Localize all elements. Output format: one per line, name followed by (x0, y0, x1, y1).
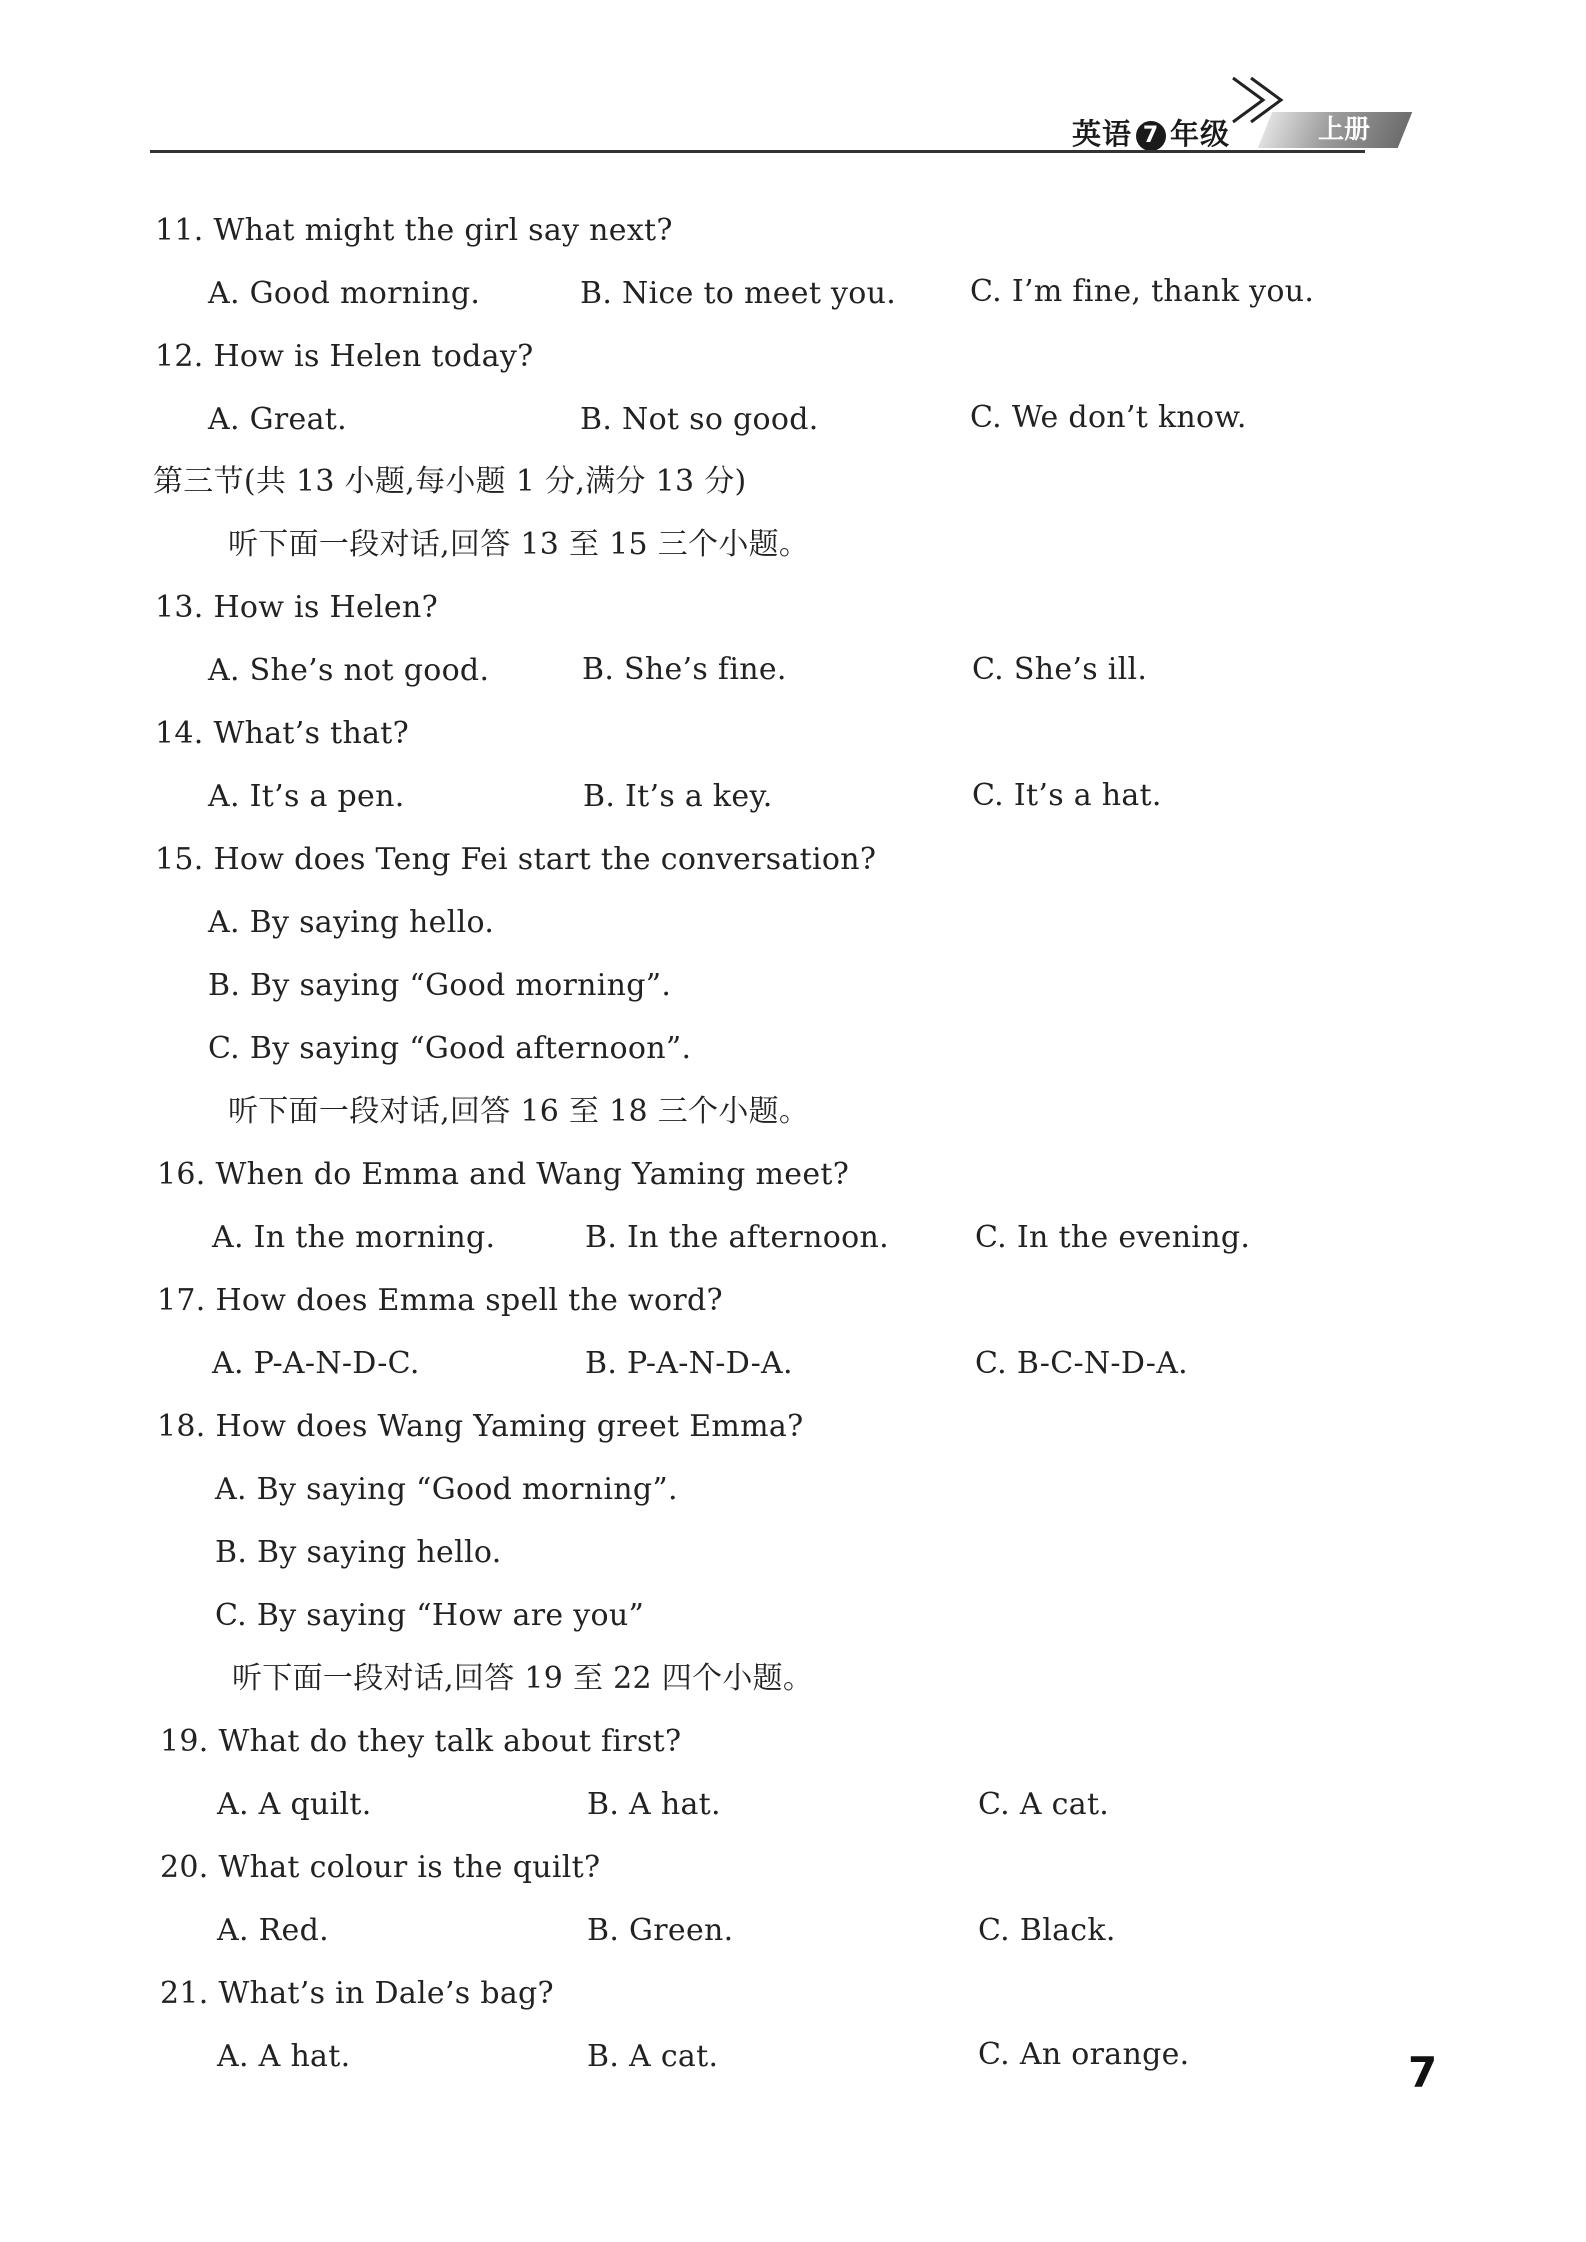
header-grade-suffix: 年级 (1169, 117, 1230, 151)
option-21-c: C. An orange. (978, 2037, 1190, 2072)
option-19-b: B. A hat. (587, 1787, 721, 1822)
option-16-a: A. In the morning. (212, 1220, 496, 1255)
question-14: 14. What’s that? (155, 716, 410, 751)
option-17-b: B. P-A-N-D-A. (585, 1346, 793, 1381)
option-20-c: C. Black. (978, 1913, 1116, 1948)
option-21-b: B. A cat. (587, 2039, 719, 2074)
question-12: 12. How is Helen today? (155, 339, 534, 374)
option-18-a: A. By saying “Good morning”. (215, 1472, 678, 1507)
option-20-b: B. Green. (587, 1913, 734, 1948)
question-11: 11. What might the girl say next? (155, 213, 673, 248)
question-19: 19. What do they talk about first? (160, 1724, 682, 1759)
option-17-c: C. B-C-N-D-A. (975, 1346, 1189, 1381)
question-17: 17. How does Emma spell the word? (157, 1283, 723, 1318)
option-11-c: C. I’m fine, thank you. (970, 274, 1315, 309)
grade-number-badge: 7 (1136, 121, 1166, 151)
header-subject: 英语 (1071, 117, 1132, 151)
option-12-a: A. Great. (208, 402, 347, 437)
question-13: 13. How is Helen? (155, 590, 438, 625)
instruction-13-15: 听下面一段对话,回答 13 至 15 三个小题。 (228, 527, 810, 562)
volume-label: 上册 (1317, 115, 1370, 145)
option-11-a: A. Good morning. (208, 276, 481, 311)
question-20: 20. What colour is the quilt? (160, 1850, 601, 1885)
option-14-b: B. It’s a key. (583, 779, 773, 814)
option-13-a: A. She’s not good. (208, 653, 490, 688)
page-header (150, 70, 1405, 155)
option-12-c: C. We don’t know. (970, 400, 1247, 435)
option-14-a: A. It’s a pen. (208, 779, 405, 814)
option-20-a: A. Red. (217, 1913, 329, 1948)
option-18-b: B. By saying hello. (215, 1535, 502, 1570)
page-number: 7 (1408, 2048, 1438, 2097)
option-21-a: A. A hat. (217, 2039, 351, 2074)
option-19-a: A. A quilt. (217, 1787, 372, 1822)
question-15: 15. How does Teng Fei start the conversation? (155, 842, 877, 877)
option-16-b: B. In the afternoon. (585, 1220, 889, 1255)
instruction-19-22: 听下面一段对话,回答 19 至 22 四个小题。 (232, 1661, 814, 1696)
option-15-b: B. By saying “Good morning”. (208, 968, 672, 1003)
instruction-16-18: 听下面一段对话,回答 16 至 18 三个小题。 (228, 1094, 810, 1129)
option-15-c: C. By saying “Good afternoon”. (208, 1031, 692, 1066)
option-14-c: C. It’s a hat. (972, 778, 1162, 813)
question-18: 18. How does Wang Yaming greet Emma? (157, 1409, 804, 1444)
option-11-b: B. Nice to meet you. (580, 276, 897, 311)
option-15-a: A. By saying hello. (208, 905, 495, 940)
option-13-c: C. She’s ill. (972, 652, 1148, 687)
option-17-a: A. P-A-N-D-C. (212, 1346, 420, 1381)
option-18-c: C. By saying “How are you” (215, 1598, 645, 1633)
question-16: 16. When do Emma and Wang Yaming meet? (157, 1157, 850, 1192)
option-12-b: B. Not so good. (580, 402, 819, 437)
option-16-c: C. In the evening. (975, 1220, 1251, 1255)
question-21: 21. What’s in Dale’s bag? (160, 1976, 554, 2011)
header-divider (150, 150, 1365, 153)
header-subject-grade (1072, 112, 1230, 153)
section-3-title: 第三节(共 13 小题,每小题 1 分,满分 13 分) (153, 464, 747, 499)
option-19-c: C. A cat. (978, 1787, 1110, 1822)
option-13-b: B. She’s fine. (582, 652, 787, 687)
